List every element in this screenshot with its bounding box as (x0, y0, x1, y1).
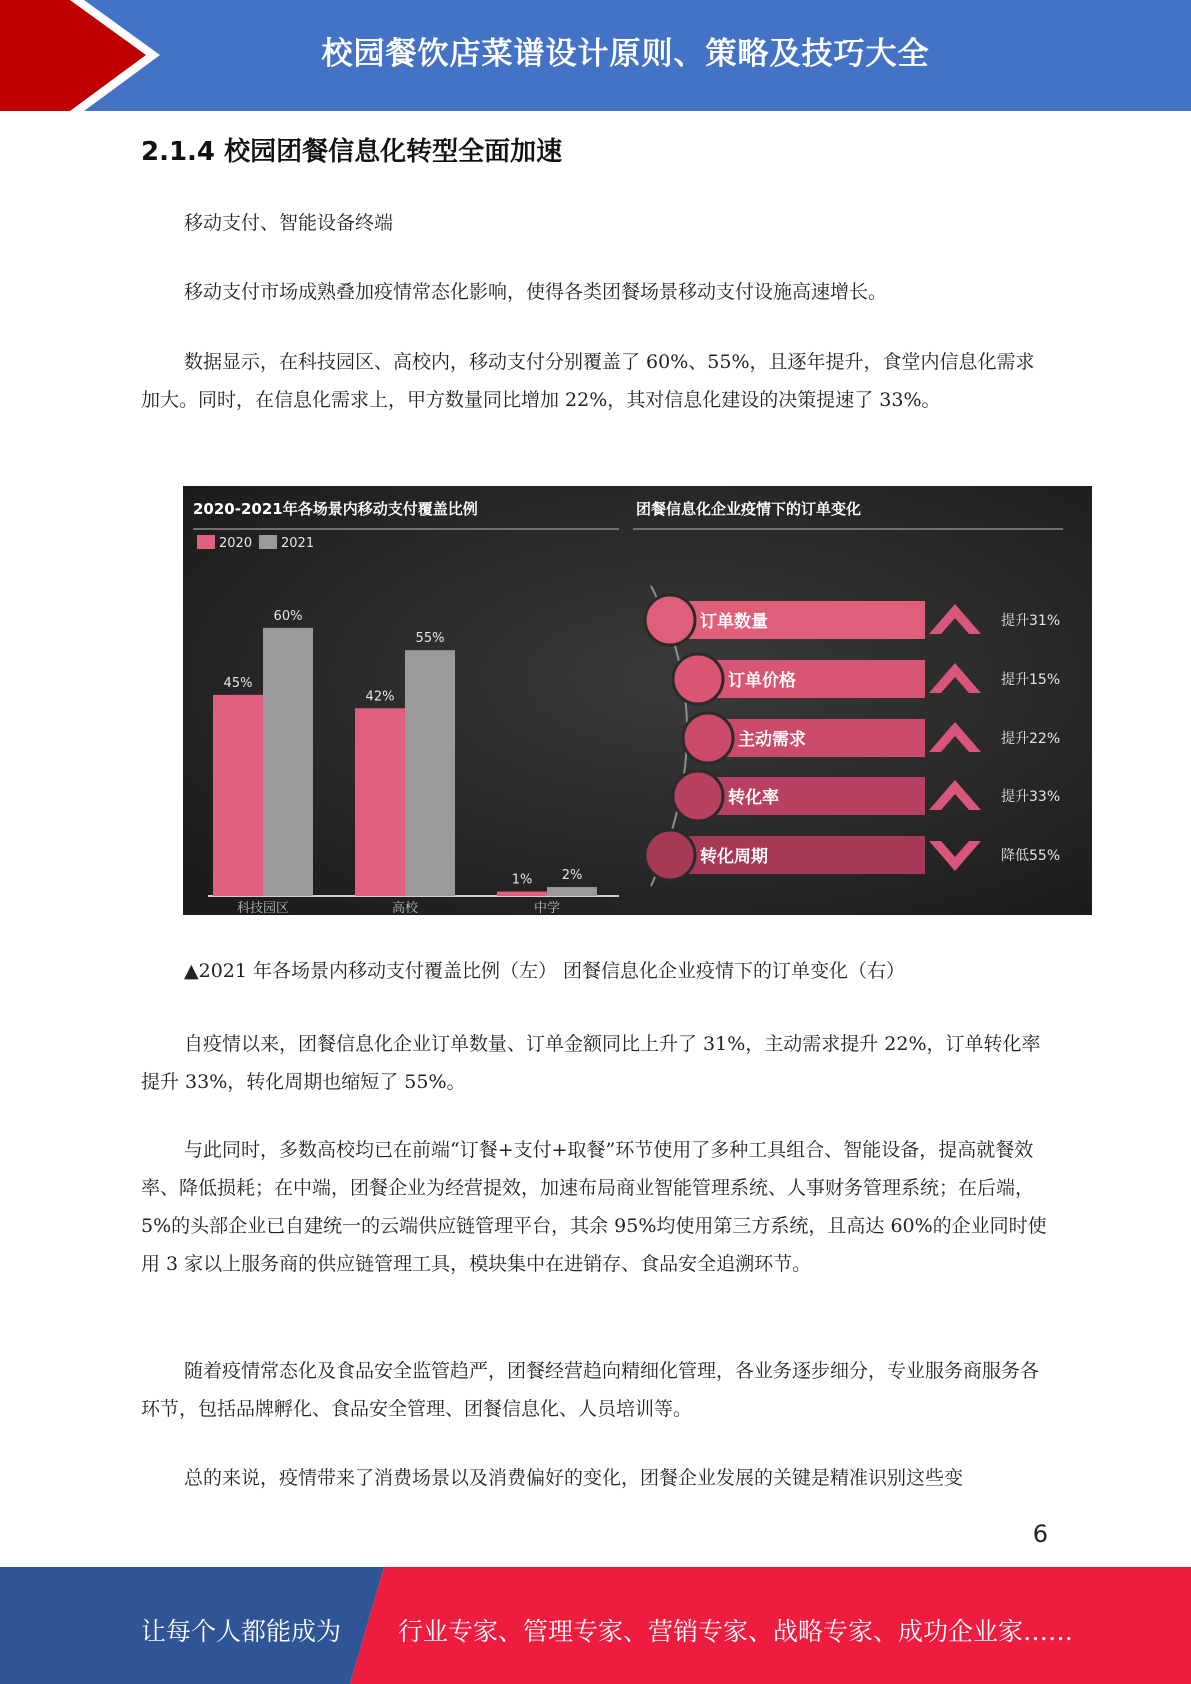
legend-label-2021: 2021 (281, 536, 315, 551)
order-row-label: 订单价格 (728, 671, 796, 691)
order-row-label: 转化率 (728, 788, 779, 808)
footer-slogan-left: 让每个人都能成为 (141, 1617, 342, 1646)
order-row-circle-icon (683, 713, 733, 763)
paragraph: 移动支付市场成熟叠加疫情常态化影响，使得各类团餐场景移动支付设施高速增长。 (184, 281, 888, 303)
paragraph: 与此同时，多数高校均已在前端“订餐+支付+取餐”环节使用了多种工具组合、智能设备，提高就餐效率、降低损耗；在中端，团餐企业为经营提效，加速布局商业智能管理系统、人事财务管理系统；在后端，5%的头部企业已自建统一的云端供应链管理平台，其余 95%均使用第三方系统，且高达 60%的企业同时使用 3 家以上服务商的供应链管理工具，模块集中在进销存、食品安全追溯环节。 (141, 1139, 1047, 1275)
bar-2020-1 (355, 708, 405, 896)
footer-slogan-right: 行业专家、管理专家、营销专家、战略专家、成功企业家…… (398, 1617, 1074, 1646)
order-row-label: 订单数量 (700, 612, 768, 632)
bar-2021-0 (263, 628, 313, 896)
order-row-change: 提升31% (1001, 613, 1061, 629)
paragraph: 随着疫情常态化及食品安全监管趋严，团餐经营趋向精细化管理，各业务逐步细分，专业服务商服务各环节，包括品牌孵化、食品安全管理、团餐信息化、人员培训等。 (141, 1360, 1040, 1420)
bar-2020-0 (213, 695, 263, 896)
bar-data-label: 2% (561, 868, 583, 884)
paragraph: 移动支付、智能设备终端 (184, 212, 394, 234)
page-number: 6 (1032, 1520, 1048, 1548)
chart-figure (183, 486, 1092, 915)
category-label: 科技园区 (236, 901, 290, 915)
legend-swatch-2021 (259, 535, 277, 549)
order-row-circle-icon (645, 595, 695, 645)
paragraph: 数据显示，在科技园区、高校内，移动支付分别覆盖了 60%、55%，且逐年提升，食堂内信息化需求加大。同时，在信息化需求上，甲方数量同比增加 22%，其对信息化建设的决策提速了 33%。 (141, 351, 1035, 411)
page-header (0, 0, 1191, 111)
bar-data-label: 45% (223, 675, 253, 691)
category-label: 中学 (533, 901, 561, 915)
order-row-circle-icon (673, 654, 723, 704)
bar-2021-1 (405, 650, 455, 896)
order-row-change: 提升15% (1001, 672, 1061, 688)
order-row-change: 提升33% (1001, 789, 1061, 805)
bar-data-label: 60% (273, 608, 303, 624)
paragraph: 总的来说，疫情带来了消费场景以及消费偏好的变化，团餐企业发展的关键是精准识别这些变 (184, 1467, 964, 1489)
bar-2020-2 (497, 892, 547, 896)
section-heading: 2.1.4 校园团餐信息化转型全面加速 (141, 137, 563, 167)
order-row-label: 转化周期 (700, 847, 768, 867)
order-chart-title: 团餐信息化企业疫情下的订单变化 (636, 500, 862, 518)
order-row-change: 提升22% (1001, 731, 1061, 747)
bar-data-label: 55% (415, 631, 445, 647)
document-title: 校园餐饮店菜谱设计原则、策略及技巧大全 (321, 36, 930, 72)
order-row-label: 主动需求 (738, 730, 806, 750)
category-label: 高校 (391, 901, 419, 915)
bar-data-label: 1% (511, 872, 533, 888)
figure-caption: ▲2021 年各场景内移动支付覆盖比例（左） 团餐信息化企业疫情下的订单变化（右） (184, 960, 906, 982)
paragraph: 自疫情以来，团餐信息化企业订单数量、订单金额同比上升了 31%，主动需求提升 22%，订单转化率提升 33%，转化周期也缩短了 55%。 (141, 1033, 1041, 1093)
order-row-change: 降低55% (1001, 848, 1061, 864)
bar-chart-title: 2020-2021年各场景内移动支付覆盖比例 (193, 500, 478, 518)
legend-swatch-2020 (197, 535, 215, 549)
order-row-circle-icon (673, 771, 723, 821)
bar-2021-2 (547, 887, 597, 896)
legend-label-2020: 2020 (219, 536, 253, 551)
bar-data-label: 42% (365, 689, 395, 705)
order-row-circle-icon (645, 830, 695, 880)
